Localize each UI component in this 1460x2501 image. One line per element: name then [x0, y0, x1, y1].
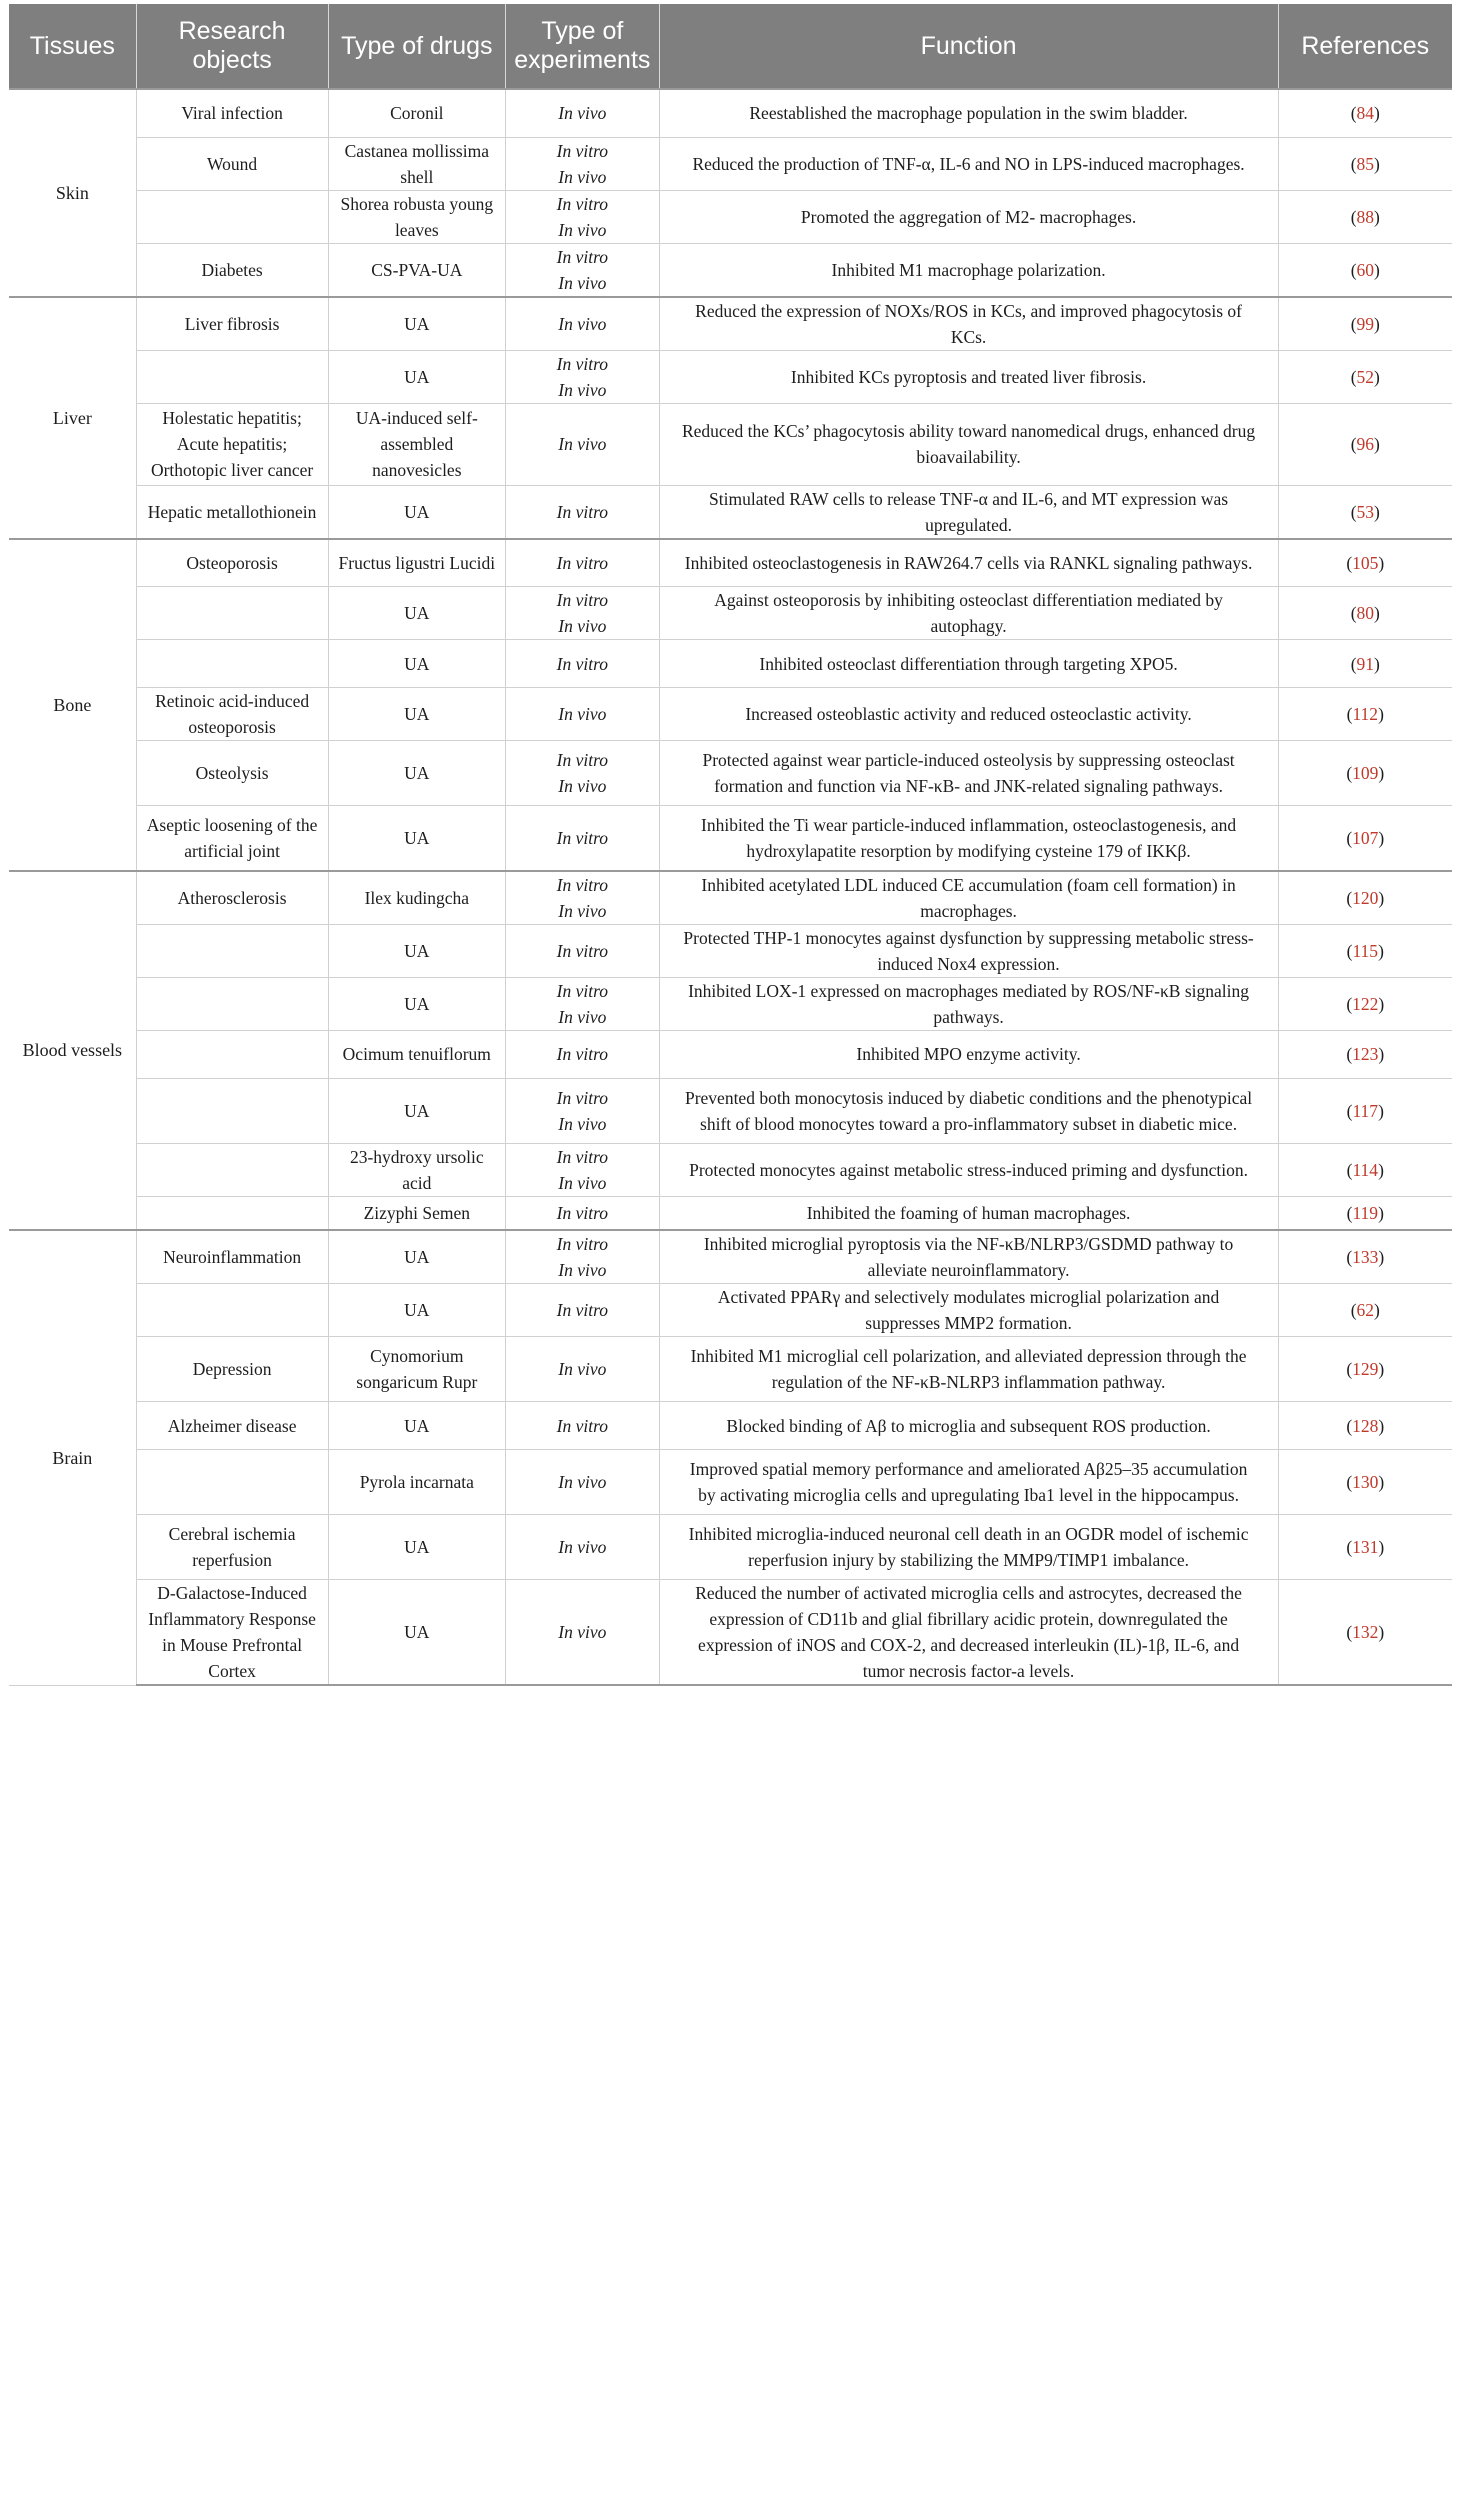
reference-cell: (132) [1278, 1580, 1452, 1686]
drug-cell: UA [328, 688, 506, 741]
table-row [9, 587, 1452, 640]
reference-link[interactable]: 129 [1352, 1359, 1379, 1379]
research-object-cell: Neuroinflammation [136, 1230, 328, 1284]
drug-cell: UA [328, 1284, 506, 1337]
research-object-cell: Retinoic acid-induced osteoporosis [136, 688, 328, 741]
table-row [9, 1196, 1452, 1230]
experiment-label: In vivo [558, 704, 607, 724]
experiment-cell [506, 1143, 660, 1196]
drug-cell: UA [328, 1078, 506, 1143]
reference-link[interactable]: 115 [1352, 940, 1379, 961]
experiment-label: In vivo [558, 1359, 607, 1379]
reference-cell: (53) [1278, 485, 1452, 539]
experiment-cell [506, 243, 660, 297]
experiment-cell [506, 1402, 660, 1450]
drug-cell: Zizyphi Semen [328, 1196, 506, 1230]
experiment-label: In vivo [558, 434, 607, 454]
function-cell: Reduced the expression of NOXs/ROS in KCs, and improved phagocytosis of KCs. [659, 297, 1278, 351]
reference-cell: (60) [1278, 243, 1452, 297]
research-object-cell [136, 1284, 328, 1337]
reference-link[interactable]: 105 [1352, 552, 1379, 573]
reference-cell: (123) [1278, 1030, 1452, 1078]
header-references: References [1278, 4, 1452, 89]
function-cell: Reduced the KCs’ phagocytosis ability toward nanomedical drugs, enhanced drug bioavailability. [659, 403, 1278, 485]
experiment-cell [506, 977, 660, 1030]
experiment-label: In vitro [556, 1044, 608, 1064]
experiment-cell [506, 688, 660, 741]
reference-link[interactable]: 52 [1356, 366, 1375, 387]
experiment-label: In vivo [558, 313, 607, 334]
reference-link[interactable]: 84 [1356, 103, 1375, 124]
research-object-cell: Osteoporosis [136, 539, 328, 587]
tissue-cell: Bone [9, 539, 136, 871]
drug-cell: UA [328, 1515, 506, 1580]
experiment-label: In vitro [556, 750, 608, 770]
reference-cell: (120) [1278, 871, 1452, 925]
drug-cell: UA [328, 1230, 506, 1284]
reference-link[interactable]: 128 [1352, 1415, 1379, 1436]
table-row [9, 485, 1452, 539]
table-row [9, 1450, 1452, 1515]
reference-cell: (84) [1278, 89, 1452, 137]
drug-cell: Castanea mollissima shell [328, 137, 506, 190]
header-row [9, 4, 1452, 89]
drug-cell: UA [328, 806, 506, 871]
tissue-cell: Liver [9, 297, 136, 539]
drug-cell: Shorea robusta young leaves [328, 190, 506, 243]
experiment-label: In vitro [556, 1146, 608, 1167]
function-cell: Activated PPARγ and selectively modulates microglial polarization and suppresses MMP2 formation. [659, 1284, 1278, 1337]
experiment-cell [506, 137, 660, 190]
header-research-objects: Research objects [136, 4, 328, 89]
function-cell: Against osteoporosis by inhibiting osteoclast differentiation mediated by autophagy. [659, 587, 1278, 640]
experiment-label: In vitro [556, 940, 608, 961]
function-cell: Inhibited MPO enzyme activity. [659, 1030, 1278, 1078]
drug-cell: Ocimum tenuiflorum [328, 1030, 506, 1078]
research-object-cell: D-Galactose-Induced Inflammatory Response in Mouse Prefrontal Cortex [136, 1580, 328, 1686]
reference-link[interactable]: 99 [1356, 313, 1375, 334]
drug-cell: UA [328, 924, 506, 977]
table-row [9, 403, 1452, 485]
reference-cell: (91) [1278, 640, 1452, 688]
experiment-cell [506, 403, 660, 485]
drug-cell: UA [328, 1580, 506, 1686]
drug-cell: Ilex kudingcha [328, 871, 506, 925]
experiment-cell [506, 297, 660, 351]
experiment-label: In vivo [558, 166, 607, 187]
reference-link[interactable]: 96 [1356, 434, 1375, 454]
drug-cell: UA-induced self-assembled nanovesicles [328, 403, 506, 485]
function-cell: Inhibited M1 macrophage polarization. [659, 243, 1278, 297]
table-row [9, 1402, 1452, 1450]
table-row [9, 1580, 1452, 1686]
drug-cell: 23-hydroxy ursolic acid [328, 1143, 506, 1196]
experiment-label: In vitro [556, 246, 608, 267]
reference-cell: (107) [1278, 806, 1452, 871]
function-cell: Increased osteoblastic activity and reduced osteoclastic activity. [659, 688, 1278, 741]
research-object-cell [136, 587, 328, 640]
function-cell: Inhibited microglial pyroptosis via the NF-κB/NLRP3/GSDMD pathway to alleviate neuroinflammatory. [659, 1230, 1278, 1284]
table-row [9, 1078, 1452, 1143]
drug-cell: Pyrola incarnata [328, 1450, 506, 1515]
header-tissues: Tissues [9, 4, 136, 89]
table-row [9, 1284, 1452, 1337]
tissue-cell: Brain [9, 1230, 136, 1685]
research-object-cell [136, 924, 328, 977]
table-row [9, 539, 1452, 587]
function-cell: Inhibited the foaming of human macrophages. [659, 1196, 1278, 1230]
research-object-cell [136, 1196, 328, 1230]
experiment-label: In vitro [556, 874, 608, 895]
experiment-label: In vivo [558, 1537, 607, 1557]
experiment-cell [506, 1337, 660, 1402]
experiment-label: In vitro [556, 1300, 608, 1320]
research-object-cell: Depression [136, 1337, 328, 1402]
reference-cell: (96) [1278, 403, 1452, 485]
table-row [9, 137, 1452, 190]
reference-link[interactable]: 131 [1352, 1537, 1379, 1557]
experiment-label: In vitro [556, 552, 608, 573]
experiment-cell [506, 89, 660, 137]
experiment-cell [506, 1580, 660, 1686]
experiment-cell [506, 539, 660, 587]
reference-cell: (115) [1278, 924, 1452, 977]
function-cell: Reestablished the macrophage population in the swim bladder. [659, 89, 1278, 137]
reference-link[interactable]: 133 [1352, 1247, 1379, 1267]
table-row [9, 1337, 1452, 1402]
reference-cell: (109) [1278, 741, 1452, 806]
function-cell: Prevented both monocytosis induced by diabetic conditions and the phenotypical shift of blood monocytes toward a pro-inflammatory subset in diabetic mice. [659, 1078, 1278, 1143]
reference-link[interactable]: 53 [1356, 501, 1375, 522]
research-object-cell [136, 1078, 328, 1143]
table-row [9, 806, 1452, 871]
research-object-cell [136, 350, 328, 403]
reference-cell: (52) [1278, 350, 1452, 403]
research-object-cell: Alzheimer disease [136, 1402, 328, 1450]
experiment-label: In vitro [556, 653, 608, 674]
research-object-cell [136, 977, 328, 1030]
table-body [9, 89, 1452, 1685]
reference-cell: (88) [1278, 190, 1452, 243]
experiment-cell [506, 1284, 660, 1337]
research-object-cell [136, 1450, 328, 1515]
reference-link[interactable]: 91 [1356, 653, 1375, 674]
table-row [9, 243, 1452, 297]
experiment-cell [506, 806, 660, 871]
experiment-label: In vivo [558, 1622, 607, 1642]
drug-cell: UA [328, 977, 506, 1030]
header-type-of-drugs: Type of drugs [328, 4, 506, 89]
function-cell: Inhibited osteoclast differentiation through targeting XPO5. [659, 640, 1278, 688]
experiment-cell [506, 1196, 660, 1230]
experiment-label: In vivo [558, 900, 607, 921]
experiment-label: In vitro [556, 1415, 608, 1436]
experiment-label: In vivo [558, 1006, 607, 1027]
experiment-label: In vivo [558, 616, 607, 636]
reference-link[interactable]: 88 [1356, 206, 1375, 227]
reference-link[interactable]: 117 [1352, 1100, 1379, 1121]
experiment-label: In vivo [558, 219, 607, 240]
table-row [9, 190, 1452, 243]
function-cell: Reduced the number of activated microglia cells and astrocytes, decreased the expression of CD11b and glial fibrillary acidic protein, downregulated the expression of iNOS and COX-2, and decreased interleukin (IL)-1β, IL-6, and tumor necrosis factor-a levels. [659, 1580, 1278, 1686]
experiment-label: In vivo [558, 379, 607, 400]
reference-link[interactable]: 60 [1356, 259, 1375, 280]
reference-link[interactable]: 62 [1356, 1300, 1375, 1320]
experiment-label: In vitro [556, 980, 608, 1001]
experiment-label: In vitro [556, 353, 608, 374]
reference-cell: (122) [1278, 977, 1452, 1030]
experiment-label: In vitro [556, 140, 608, 161]
research-object-cell: Wound [136, 137, 328, 190]
reference-link[interactable]: 85 [1356, 153, 1375, 174]
research-object-cell: Aseptic loosening of the artificial joint [136, 806, 328, 871]
header-function: Function [659, 4, 1278, 89]
table-row [9, 1230, 1452, 1284]
table-row [9, 1030, 1452, 1078]
reference-cell: (119) [1278, 1196, 1452, 1230]
tissue-cell: Blood vessels [9, 871, 136, 1231]
research-object-cell [136, 1143, 328, 1196]
reference-link[interactable]: 107 [1352, 827, 1379, 848]
reference-link[interactable]: 122 [1352, 993, 1379, 1014]
drug-cell: UA [328, 640, 506, 688]
function-cell: Reduced the production of TNF-α, IL-6 and NO in LPS-induced macrophages. [659, 137, 1278, 190]
function-cell: Stimulated RAW cells to release TNF-α and IL-6, and MT expression was upregulated. [659, 485, 1278, 539]
experiment-cell [506, 871, 660, 925]
research-object-cell: Liver fibrosis [136, 297, 328, 351]
function-cell: Inhibited microglia-induced neuronal cell death in an OGDR model of ischemic reperfusion injury by stabilizing the MMP9/TIMP1 imbalance. [659, 1515, 1278, 1580]
reference-cell: (105) [1278, 539, 1452, 587]
research-object-cell: Atherosclerosis [136, 871, 328, 925]
experiment-cell [506, 350, 660, 403]
reference-link[interactable]: 123 [1352, 1044, 1379, 1064]
experiment-cell [506, 1030, 660, 1078]
research-object-cell: Cerebral ischemia reperfusion [136, 1515, 328, 1580]
research-object-cell: Diabetes [136, 243, 328, 297]
function-cell: Protected THP-1 monocytes against dysfunction by suppressing metabolic stress-induced Nox4 expression. [659, 924, 1278, 977]
experiment-label: In vivo [558, 1172, 607, 1193]
experiment-label: In vivo [558, 1260, 607, 1280]
reference-cell: (114) [1278, 1143, 1452, 1196]
research-object-cell: Osteolysis [136, 741, 328, 806]
reference-cell: (129) [1278, 1337, 1452, 1402]
table-row [9, 977, 1452, 1030]
research-object-cell [136, 640, 328, 688]
function-cell: Inhibited LOX-1 expressed on macrophages mediated by ROS/NF-κB signaling pathways. [659, 977, 1278, 1030]
table-row [9, 297, 1452, 351]
research-object-cell [136, 190, 328, 243]
table-row [9, 688, 1452, 741]
reference-cell: (99) [1278, 297, 1452, 351]
function-cell: Inhibited acetylated LDL induced CE accumulation (foam cell formation) in macrophages. [659, 871, 1278, 925]
experiment-cell [506, 640, 660, 688]
experiment-label: In vitro [556, 1087, 608, 1108]
table-row [9, 350, 1452, 403]
drug-cell: UA [328, 350, 506, 403]
reference-link[interactable]: 112 [1352, 704, 1379, 724]
table-header [9, 4, 1452, 89]
experiment-label: In vitro [556, 590, 608, 610]
drug-cell: Coronil [328, 89, 506, 137]
function-cell: Improved spatial memory performance and ameliorated Aβ25–35 accumulation by activating microglia cells and upregulating Iba1 level in the hippocampus. [659, 1450, 1278, 1515]
table-row [9, 924, 1452, 977]
reference-link[interactable]: 130 [1352, 1472, 1379, 1492]
reference-cell: (131) [1278, 1515, 1452, 1580]
experiment-cell [506, 741, 660, 806]
table-row [9, 741, 1452, 806]
reference-link[interactable]: 109 [1352, 763, 1379, 783]
reference-link[interactable]: 80 [1356, 603, 1375, 623]
reference-cell: (112) [1278, 688, 1452, 741]
drug-cell: Cynomorium songaricum Rupr [328, 1337, 506, 1402]
reference-link[interactable]: 119 [1352, 1202, 1379, 1223]
data-table [9, 4, 1452, 1686]
table-row [9, 89, 1452, 137]
research-object-cell [136, 1030, 328, 1078]
experiment-label: In vitro [556, 827, 608, 848]
reference-cell: (130) [1278, 1450, 1452, 1515]
function-cell: Inhibited KCs pyroptosis and treated liver fibrosis. [659, 350, 1278, 403]
table-row [9, 1143, 1452, 1196]
experiment-cell [506, 587, 660, 640]
experiment-label: In vivo [558, 1472, 607, 1492]
drug-cell: UA [328, 297, 506, 351]
experiment-label: In vivo [558, 1113, 607, 1134]
experiment-label: In vitro [556, 193, 608, 214]
experiment-label: In vivo [558, 272, 607, 293]
reference-cell: (117) [1278, 1078, 1452, 1143]
drug-cell: UA [328, 741, 506, 806]
table-row [9, 640, 1452, 688]
function-cell: Protected against wear particle-induced osteolysis by suppressing osteoclast formation and function via NF-κB- and JNK-related signaling pathways. [659, 741, 1278, 806]
reference-cell: (80) [1278, 587, 1452, 640]
research-object-cell: Hepatic metallothionein [136, 485, 328, 539]
experiment-label: In vitro [556, 1234, 608, 1254]
experiment-cell [506, 924, 660, 977]
function-cell: Inhibited the Ti wear particle-induced inflammation, osteoclastogenesis, and hydroxylapatite resorption by modifying cysteine 179 of IKKβ. [659, 806, 1278, 871]
experiment-cell [506, 1515, 660, 1580]
function-cell: Promoted the aggregation of M2- macrophages. [659, 190, 1278, 243]
function-cell: Inhibited M1 microglial cell polarization, and alleviated depression through the regulation of the NF-κB-NLRP3 inflammation pathway. [659, 1337, 1278, 1402]
reference-cell: (85) [1278, 137, 1452, 190]
reference-link[interactable]: 132 [1352, 1622, 1379, 1642]
function-cell: Inhibited osteoclastogenesis in RAW264.7 cells via RANKL signaling pathways. [659, 539, 1278, 587]
reference-cell: (128) [1278, 1402, 1452, 1450]
experiment-label: In vitro [556, 501, 608, 522]
research-object-cell: Holestatic hepatitis; Acute hepatitis; Orthotopic liver cancer [136, 403, 328, 485]
experiment-cell [506, 1078, 660, 1143]
table-row [9, 1515, 1452, 1580]
experiment-cell [506, 190, 660, 243]
reference-link[interactable]: 114 [1352, 1159, 1379, 1180]
tissue-cell: Skin [9, 89, 136, 297]
experiment-cell [506, 1230, 660, 1284]
drug-cell: UA [328, 587, 506, 640]
table-row [9, 871, 1452, 925]
drug-cell: Fructus ligustri Lucidi [328, 539, 506, 587]
experiment-label: In vivo [558, 103, 607, 124]
experiment-label: In vitro [556, 1202, 608, 1223]
drug-cell: CS-PVA-UA [328, 243, 506, 297]
experiment-cell [506, 485, 660, 539]
header-type-of-experiments: Type of experiments [506, 4, 660, 89]
drug-cell: UA [328, 1402, 506, 1450]
experiment-cell [506, 1450, 660, 1515]
experiment-label: In vivo [558, 776, 607, 796]
function-cell: Blocked binding of Aβ to microglia and subsequent ROS production. [659, 1402, 1278, 1450]
research-object-cell: Viral infection [136, 89, 328, 137]
reference-cell: (133) [1278, 1230, 1452, 1284]
reference-link[interactable]: 120 [1352, 887, 1379, 908]
drug-cell: UA [328, 485, 506, 539]
function-cell: Protected monocytes against metabolic stress-induced priming and dysfunction. [659, 1143, 1278, 1196]
reference-cell: (62) [1278, 1284, 1452, 1337]
